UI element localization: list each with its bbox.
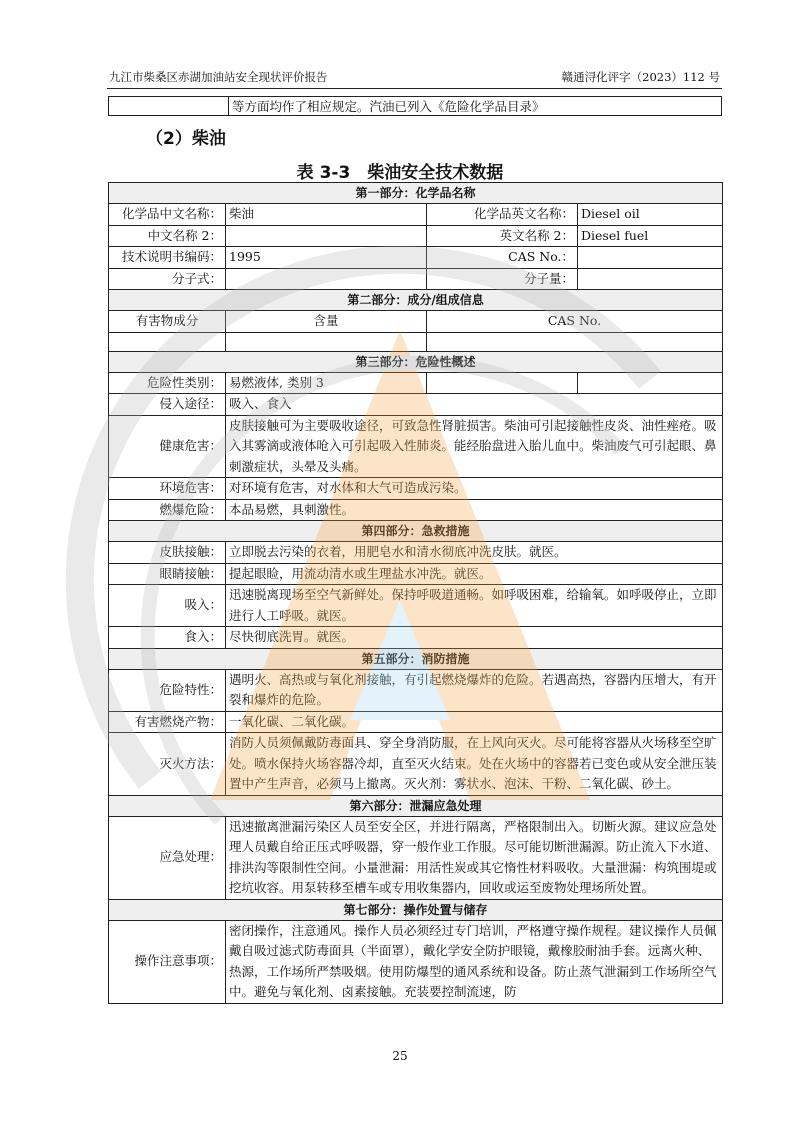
- hazard-property-value: 遇明火、高热或与氧化剂接触，有引起燃烧爆炸的危险。若遇高热，容器内压增大，有开裂和爆炸的危险。: [226, 669, 723, 711]
- header-report-number: 赣通浔化评字（2023）112 号: [561, 70, 720, 84]
- tech-code-value: 1995: [226, 247, 427, 269]
- operation-precautions-label: 操作注意事项：: [109, 920, 226, 1003]
- page-header: [107, 66, 722, 89]
- part4-title: 第四部分：急救措施: [109, 521, 723, 542]
- part6-title: 第六部分：泄漏应急处理: [109, 795, 723, 816]
- cn-name2-label: 中文名称 2：: [109, 225, 226, 247]
- page-number: 25: [392, 1049, 408, 1063]
- composition-empty-cell: [427, 332, 723, 351]
- health-hazard-value: 皮肤接触可为主要吸收途径，可致急性肾脏损害。柴油可引起接触性皮炎、油性痤疮。吸入其雾滴或液体呛入可引起吸入性肺炎。能经胎盘进入胎儿血中。柴油废气可引起眼、鼻刺激症状，头晕及头痛。: [226, 415, 723, 478]
- mw-value: [578, 268, 723, 290]
- eye-contact-label: 眼睛接触：: [109, 563, 226, 585]
- health-hazard-label: 健康危害：: [109, 415, 226, 478]
- formula-label: 分子式：: [109, 268, 226, 290]
- section-heading: （2）柴油: [146, 129, 226, 149]
- combustion-products-value: 一氧化碳、二氧化碳。: [226, 711, 723, 733]
- table-title: 表 3-3 柴油安全技术数据: [296, 163, 504, 183]
- en-name2-value: Diesel fuel: [578, 225, 723, 247]
- cn-name-label: 化学品中文名称：: [109, 204, 226, 226]
- part2-title: 第二部分：成分/组成信息: [109, 290, 723, 311]
- header-report-title: 九江市柴桑区赤湖加油站安全现状评价报告: [109, 70, 328, 84]
- hazard-category-empty-cells: [427, 372, 723, 394]
- cn-name-value: 柴油: [226, 204, 427, 226]
- extinguishing-method-label: 灭火方法：: [109, 733, 226, 796]
- continuation-text: 等方面均作了相应规定。汽油已列入《危险化学品目录》: [229, 97, 722, 116]
- env-hazard-value: 对环境有危害，对水体和大气可造成污染。: [226, 478, 723, 500]
- fire-hazard-label: 燃爆危险：: [109, 499, 226, 521]
- empty-cell: [427, 373, 578, 394]
- part7-title: 第七部分：操作处置与储存: [109, 899, 723, 920]
- route-value: 吸入、食入: [226, 394, 723, 416]
- formula-value: [226, 268, 427, 290]
- hazard-category-value: 易燃液体, 类别 3: [226, 372, 427, 394]
- hazard-category-label: 危险性类别：: [109, 372, 226, 394]
- part1-title: 第一部分：化学品名称: [109, 183, 723, 204]
- emergency-handling-label: 应急处理：: [109, 816, 226, 899]
- extinguishing-method-value: 消防人员须佩戴防毒面具、穿全身消防服，在上风向灭火。尽可能将容器从火场移至空旷处。喷水保持火场容器冷却，直至灭火结束。处在火场中的容器若已变色或从安全泄压装置中产生声音，必须马上撤离。灭火剂：雾状水、泡沫、干粉、二氧化碳、砂土。: [226, 733, 723, 796]
- en-name-value: Diesel oil: [578, 204, 723, 226]
- combustion-products-label: 有害燃烧产物：: [109, 711, 226, 733]
- env-hazard-label: 环境危害：: [109, 478, 226, 500]
- en-name2-label: 英文名称 2：: [427, 225, 578, 247]
- hazard-property-label: 危险特性：: [109, 669, 226, 711]
- empty-cell: [578, 373, 722, 394]
- skin-contact-label: 皮肤接触：: [109, 542, 226, 564]
- fire-hazard-value: 本品易燃，具刺激性。: [226, 499, 723, 521]
- ingestion-label: 食入：: [109, 627, 226, 649]
- operation-precautions-value: 密闭操作，注意通风。操作人员必须经过专门培训，严格遵守操作规程。建议操作人员佩戴自吸过滤式防毒面具（半面罩），戴化学安全防护眼镜，戴橡胶耐油手套。远离火种、热源，工作场所严禁吸烟。使用防爆型的通风系统和设备。防止蒸气泄漏到工作场所空气中。避免与氧化剂、卤素接触。充装要控制流速，防: [226, 920, 723, 1003]
- mw-label: 分子量：: [427, 268, 578, 290]
- cas-label: CAS No.：: [427, 247, 578, 269]
- skin-contact-value: 立即脱去污染的衣着，用肥皂水和清水彻底冲洗皮肤。就医。: [226, 542, 723, 564]
- part3-title: 第三部分：危险性概述: [109, 351, 723, 372]
- route-label: 侵入途径：: [109, 394, 226, 416]
- en-name-label: 化学品英文名称：: [427, 204, 578, 226]
- col-hazard-header: 有害物成分: [109, 311, 226, 333]
- composition-empty-cell: [109, 332, 226, 351]
- diesel-safety-data-table: [108, 182, 723, 1004]
- col-content-header: 含量: [226, 311, 427, 333]
- previous-table-continuation: [108, 96, 722, 116]
- continuation-label-cell: [109, 97, 229, 116]
- eye-contact-value: 提起眼睑，用流动清水或生理盐水冲洗。就医。: [226, 563, 723, 585]
- cas-value: [578, 247, 723, 269]
- part5-title: 第五部分：消防措施: [109, 648, 723, 669]
- inhalation-value: 迅速脱离现场至空气新鲜处。保持呼吸道通畅。如呼吸困难，给输氧。如呼吸停止，立即进行人工呼吸。就医。: [226, 585, 723, 627]
- cn-name2-value: [226, 225, 427, 247]
- composition-empty-cell: [226, 332, 427, 351]
- ingestion-value: 尽快彻底洗胃。就医。: [226, 627, 723, 649]
- inhalation-label: 吸入：: [109, 585, 226, 627]
- emergency-handling-value: 迅速撤离泄漏污染区人员至安全区，并进行隔离，严格限制出入。切断火源。建议应急处理人员戴自给正压式呼吸器，穿一般作业工作服。尽可能切断泄漏源。防止流入下水道、排洪沟等限制性空间。小量泄漏：用活性炭或其它惰性材料吸收。大量泄漏：构筑围堤或挖坑收容。用泵转移至槽车或专用收集器内，回收或运至废物处理场所处置。: [226, 816, 723, 899]
- col-cas-header: CAS No.: [427, 311, 723, 333]
- tech-code-label: 技术说明书编码：: [109, 247, 226, 269]
